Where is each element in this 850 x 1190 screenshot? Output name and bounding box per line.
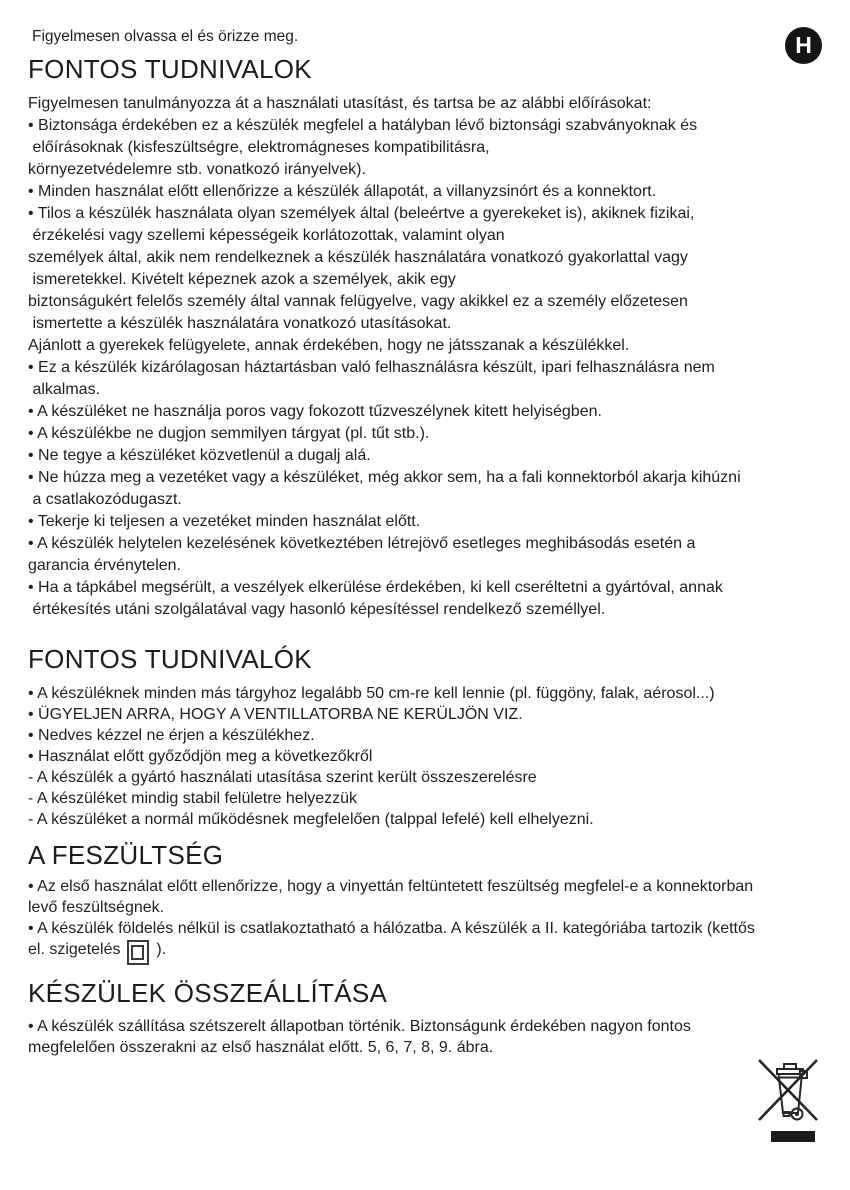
text-line: levő feszültségnek. (28, 899, 165, 916)
text-line: - A készülék a gyártó használati utasítása szerint került összeszerelésre (28, 769, 537, 786)
text-line: biztonságukért felelős személy által vannak felügyelve, vagy akikkel ez a személy előzetesen (28, 293, 688, 310)
language-badge-h-icon (785, 27, 822, 64)
text-line: • Minden használat előtt ellenőrizze a készülék állapotát, a villanyzsinórt és a konnektort. (28, 183, 657, 200)
section-heading: FONTOS TUDNIVALOK (28, 54, 312, 84)
text-line: • A készüléknek minden más tárgyhoz legalább 50 cm-re kell lennie (pl. függöny, falak, aérosol...) (28, 685, 715, 702)
text-line: • A készüléket ne használja poros vagy fokozott tűzveszélynek kitett helyiségben. (28, 403, 602, 420)
section-heading: A FESZÜLTSÉG (28, 840, 224, 870)
text-line: környezetvédelemre stb. vonatkozó irányelvek). (28, 161, 366, 178)
text-line: előírásoknak (kisfeszültségre, elektromágneses kompatibilitásra, (28, 139, 490, 156)
text-line: • Ha a tápkábel megsérült, a veszélyek elkerülése érdekében, ki kell cseréltetni a gyártóval, annak (28, 579, 723, 596)
section-body (28, 876, 826, 965)
text-line: - A készüléket a normál működésnek megfelelően (talppal lefelé) kell elhelyezni. (28, 811, 594, 828)
text-line: érzékelési vagy szellemi képességeik korlátozottak, valamint olyan (28, 227, 505, 244)
section (28, 840, 826, 965)
text-line: a csatlakozódugaszt. (28, 491, 182, 508)
text-line: - A készüléket mindig stabil felületre helyezzük (28, 790, 358, 807)
section-body (28, 683, 826, 830)
text-line: • A készülék szállítása szétszerelt állapotban történik. Biztonságunk érdekében nagyon fontos (28, 1018, 691, 1035)
text-line: • Biztonsága érdekében ez a készülék megfelel a hatályban lévő biztonsági szabványoknak és (28, 117, 698, 134)
text-line: • Tilos a készülék használata olyan személyek által (beleértve a gyerekeket is), akiknek fizikai, (28, 205, 695, 222)
double-insulation-inner-square (131, 945, 144, 960)
section-heading: KÉSZÜLEK ÖSSZEÁLLÍTÁSA (28, 978, 388, 1008)
footer-black-bar (771, 1131, 815, 1142)
text-line: Ajánlott a gyerekek felügyelete, annak érdekében, hogy ne játsszanak a készülékkel. (28, 337, 630, 354)
double-insulation-icon (127, 940, 149, 965)
section (28, 644, 826, 830)
text-line: • Nedves kézzel ne érjen a készülékhez. (28, 727, 315, 744)
text-line: Figyelmesen tanulmányozza át a használati utasítást, és tartsa be az alábbi előírásokat: (28, 95, 652, 112)
text-before-icon: el. szigetelés (28, 941, 125, 958)
text-line: • Tekerje ki teljesen a vezetéket minden használat előtt. (28, 513, 421, 530)
text-line: • Ne húzza meg a vezetéket vagy a készüléket, még akkor sem, ha a fali konnektorból akarja kihúzni (28, 469, 741, 486)
text-after-icon: ). (151, 941, 167, 958)
text-line: ismertette a készülék használatára vonatkozó utasításokat. (28, 315, 452, 332)
section-heading: FONTOS TUDNIVALÓK (28, 644, 312, 674)
text-line: • ÜGYELJEN ARRA, HOGY A VENTILLATORBA NE KERÜLJÖN VIZ. (28, 706, 523, 723)
text-line: értékesítés utáni szolgálatával vagy hasonló képesítéssel rendelkező személlyel. (28, 601, 606, 618)
section-body (28, 93, 826, 621)
top-note: Figyelmesen olvassa el és örizze meg. (32, 28, 299, 45)
text-line: • A készülék földelés nélkül is csatlakoztatható a hálózatba. A készülék a II. kategóriába tartozik (kettős (28, 920, 755, 937)
text-line: • Ne tegye a készüléket közvetlenül a dugalj alá. (28, 447, 371, 464)
section (28, 54, 826, 621)
weee-crossed-out-bin-icon (757, 1056, 819, 1124)
text-line (28, 939, 826, 965)
text-line: • Az első használat előtt ellenőrizze, hogy a vinyettán feltüntetett feszültség megfelel-e a konnektorban (28, 878, 754, 895)
section (28, 978, 826, 1058)
text-line: személyek által, akik nem rendelkeznek a készülék használatára vonatkozó gyakorlattal vagy (28, 249, 688, 266)
text-line: alkalmas. (28, 381, 101, 398)
language-badge-letter: H (795, 32, 812, 58)
text-line: • A készülékbe ne dugjon semmilyen tárgyat (pl. tűt stb.). (28, 425, 430, 442)
text-line: • Ez a készülék kizárólagosan háztartásban való felhasználásra készült, ipari felhasználásra nem (28, 359, 715, 376)
sections (28, 54, 826, 1058)
text-line: • Használat előtt győződjön meg a következőkről (28, 748, 373, 765)
text-line: megfelelően összerakni az első használat előtt. 5, 6, 7, 8, 9. ábra. (28, 1039, 494, 1056)
section-body (28, 1016, 826, 1058)
text-line: garancia érvénytelen. (28, 557, 181, 574)
text-line: • A készülék helytelen kezelésének következtében létrejövő esetleges meghibásodás esetén a (28, 535, 696, 552)
text-line: ismeretekkel. Kivételt képeznek azok a személyek, akik egy (28, 271, 456, 288)
